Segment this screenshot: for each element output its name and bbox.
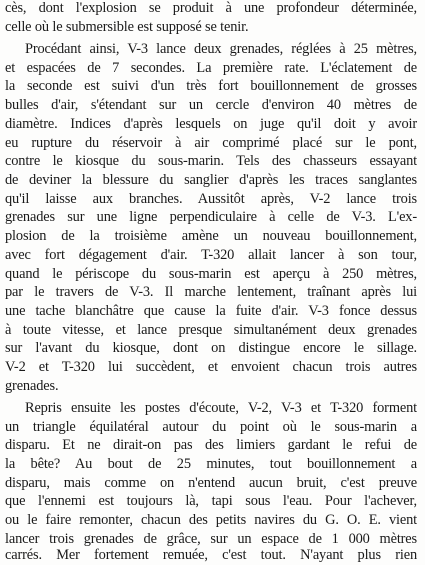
text-line: de deviner la blessure du sanglier d'après les traces sanglantes (5, 172, 417, 188)
text-line: sur l'avant du kiosque, dont on distingue encore le sillage. (5, 340, 417, 356)
text-line: à toute vitesse, et lance presque simultanément deux grenades (5, 322, 417, 338)
text-line: grenades. (5, 378, 59, 394)
text-line: la seconde est suivi d'un très fort bouillonnement de grosses (5, 78, 417, 94)
text-line: disparu, mais comme on n'entend aucun bruit, c'est preuve (5, 475, 417, 491)
text-line: diamètre. Indices d'après lesquels on juge qu'il doit y avoir (5, 116, 417, 132)
text-line: la bête? Au bout de 25 minutes, tout bouillonnement a (5, 456, 417, 472)
text-line: quand le périscope du sous-marin est aperçu à 250 mètres, (5, 266, 417, 282)
text-line: disparu. Et ne dirait-on pas des limiers gardant le refui de (5, 437, 417, 453)
text-line: ou le faire remonter, chacun des petits navires du G. O. E. vient (5, 512, 417, 528)
text-line: cès, dont l'explosion se produit à une profondeur déterminée, (5, 0, 417, 16)
text-line: grenades sur une ligne perpendiculaire à celle de V-3. L'ex- (5, 209, 417, 225)
text-line: un triangle équilatéral autour du point où le sous-marin a (5, 419, 417, 435)
text-line: que l'ennemi est toujours là, tapi sous l'eau. Pour l'achever, (5, 493, 417, 509)
text-line: bulles d'air, s'étendant sur un cercle d'environ 40 mètres de (5, 97, 417, 113)
text-line: lancer trois grenades de grâce, sur un espace de 1 000 mètres (5, 531, 417, 547)
text-line: par le travers de V-3. Il marche lentement, traînant après lui (5, 284, 417, 300)
text-line: contre le kiosque du sous-marin. Tels des chasseurs essayant (5, 153, 417, 169)
text-line: et espacées de 7 secondes. La première rate. L'éclatement de (5, 60, 417, 76)
text-line: V-2 et T-320 lui succèdent, et envoient chacun trois autres (5, 359, 417, 375)
text-line: eu rupture du réservoir à air comprimé placé sur le pont, (5, 135, 417, 151)
paragraph-first-line: Procédant ainsi, V-3 lance deux grenades, réglées à 25 mètres, (25, 41, 417, 57)
text-line: une tache blanchâtre que cause la fuite d'air. V-3 fonce dessus (5, 303, 417, 319)
text-line: avec fort dégagement d'air. T-320 allait lancer à son tour, (5, 247, 417, 263)
text-line: celle où le submersible est supposé se tenir. (5, 19, 249, 35)
paragraph-first-line: Repris ensuite les postes d'écoute, V-2, V-3 et T-320 forment (25, 400, 417, 416)
text-line: plosion de la troisième amène un nouveau bouillonnement, (5, 228, 417, 244)
text-line: carrés. Mer fortement remuée, c'est tout. N'ayant plus rien (5, 547, 417, 563)
text-line: qu'il laisse aux branches. Aussitôt après, V-2 lance trois (5, 191, 417, 207)
